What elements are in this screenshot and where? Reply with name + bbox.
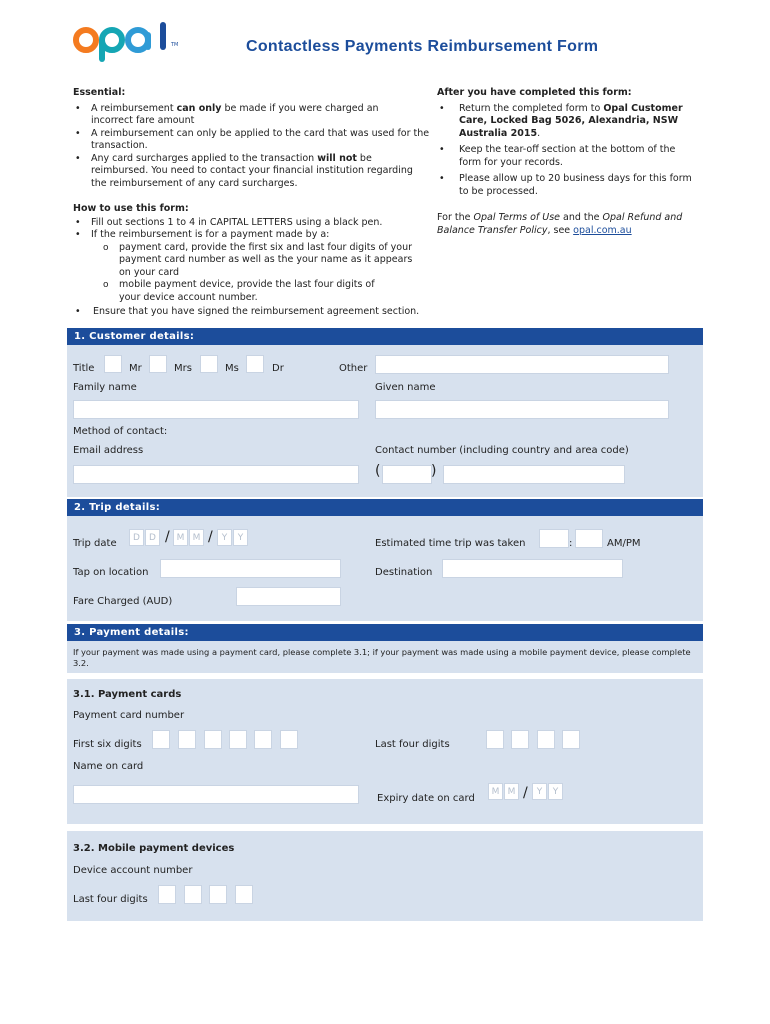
title-label: Title [73,363,95,374]
name-on-card-label: Name on card [73,761,144,772]
first-six-digit-1[interactable] [152,730,170,749]
date-slash-1: / [165,529,170,545]
device-digit-4[interactable] [235,885,253,904]
list-item: o payment card, provide the first six and last four digits of your payment card number as well as the your name as it appears on your card [101,242,418,280]
given-name-label: Given name [375,382,436,393]
list-item: • Any card surcharges applied to the transaction will not be reimbursed. You need to contact your financial institution regarding the reimbursement of any card surcharges. [73,153,433,191]
given-name-field[interactable] [375,400,669,419]
last-four-digit-4[interactable] [562,730,580,749]
opal-logo-graphic [72,22,187,66]
last-four-label: Last four digits [375,739,450,750]
first-six-digit-4[interactable] [229,730,247,749]
first-six-digit-3[interactable] [204,730,222,749]
list-item: • Fill out sections 1 to 4 in CAPITAL LETTERS using a black pen. [73,217,458,230]
am-pm-label: AM/PM [607,538,641,549]
after-block [437,87,695,237]
expiry-year1[interactable]: Y [532,783,547,800]
section2-panel [67,516,703,621]
section3-header: 3. Payment details: [67,624,703,641]
tap-on-location-label: Tap on location [73,567,149,578]
fare-charged-field[interactable] [236,587,341,606]
payment-card-number-label: Payment card number [73,710,185,721]
list-item: o mobile payment device, provide the last four digits of your device account number. [101,279,418,304]
section3-intro-text: If your payment was made using a payment card, please complete 3.1; if your payment was made using a mobile payment device, please complete 3.2. [73,647,691,668]
title-mrs-checkbox[interactable] [149,355,167,373]
last-four-digit-3[interactable] [537,730,555,749]
section32-heading: 3.2. Mobile payment devices [73,843,235,854]
trip-time-minute-field[interactable] [575,529,603,548]
trip-date-day2[interactable]: D [145,529,160,546]
paren-close: ) [431,463,437,479]
page-title: Contactless Payments Reimbursement Form [246,38,599,55]
trip-date-year2[interactable]: Y [233,529,248,546]
section1-header: 1. Customer details: [67,328,703,345]
other-label: Other [339,363,368,374]
family-name-label: Family name [73,382,137,393]
device-account-number-label: Device account number [73,865,193,876]
other-title-field[interactable] [375,355,669,374]
essential-block [73,87,433,190]
fare-charged-label: Fare Charged (AUD) [73,596,173,607]
first-six-digit-5[interactable] [254,730,272,749]
email-field[interactable] [73,465,359,484]
trip-time-hour-field[interactable] [539,529,569,548]
last-four-digit-2[interactable] [511,730,529,749]
opal-logo [72,22,187,66]
after-heading: After you have completed this form: [437,87,632,98]
title-dr-checkbox[interactable] [246,355,264,373]
trip-date-year1[interactable]: Y [217,529,232,546]
destination-field[interactable] [442,559,623,578]
tap-on-location-field[interactable] [160,559,341,578]
trip-date-label: Trip date [73,538,117,549]
expiry-month1[interactable]: M [488,783,503,800]
last-four-digit-1[interactable] [486,730,504,749]
howto-heading: How to use this form: [73,203,189,214]
list-item: • A reimbursement can only be applied to the card that was used for the transaction. [73,128,433,153]
essential-list [73,103,433,191]
device-digit-3[interactable] [209,885,227,904]
expiry-year2[interactable]: Y [548,783,563,800]
title-dr-label: Dr [272,363,284,374]
device-digit-1[interactable] [158,885,176,904]
list-item: • Please allow up to 20 business days for this form to be processed. [437,173,695,198]
contact-number-label: Contact number (including country and area code) [375,445,629,456]
list-item: • Ensure that you have signed the reimbursement agreement section. [73,306,458,319]
first-six-digit-2[interactable] [178,730,196,749]
howto-list [73,217,458,242]
family-name-field[interactable] [73,400,359,419]
section1-panel [67,345,703,497]
howto-sub-list [73,242,458,305]
title-ms-checkbox[interactable] [200,355,218,373]
terms-text: For the Opal Terms of Use and the Opal Refund and Balance Transfer Policy, see opal.com.au [437,212,683,236]
trip-date-day1[interactable]: D [129,529,144,546]
list-item: • Keep the tear-off section at the bottom of the form for your records. [437,144,695,169]
name-on-card-field[interactable] [73,785,359,804]
howto-list-end [73,306,458,319]
device-digit-2[interactable] [184,885,202,904]
destination-label: Destination [375,567,433,578]
first-six-label: First six digits [73,739,142,750]
section31-panel [67,679,703,824]
title-mr-checkbox[interactable] [104,355,122,373]
method-of-contact-label: Method of contact: [73,426,168,437]
date-slash-2: / [208,529,213,545]
trip-date-month1[interactable]: M [173,529,188,546]
essential-heading: Essential: [73,87,126,98]
title-mrs-label: Mrs [174,363,192,374]
opal-website-link[interactable]: opal.com.au [573,224,632,236]
expiry-date-label: Expiry date on card [377,793,475,804]
after-list [437,103,695,199]
first-six-digit-6[interactable] [280,730,298,749]
section3-intro-panel [67,641,703,673]
trip-date-month2[interactable]: M [189,529,204,546]
title-mr-label: Mr [129,363,142,374]
howto-block [73,203,458,319]
expiry-month2[interactable]: M [504,783,519,800]
area-code-field[interactable] [382,465,432,484]
paren-open: ( [375,463,381,479]
list-item: • If the reimbursement is for a payment made by a: [73,229,458,242]
estimated-time-label: Estimated time trip was taken [375,538,526,549]
section2-header: 2. Trip details: [67,499,703,516]
time-colon: : [569,538,573,549]
email-label: Email address [73,445,144,456]
title-ms-label: Ms [225,363,239,374]
section31-heading: 3.1. Payment cards [73,689,182,700]
contact-number-field[interactable] [443,465,625,484]
section32-panel [67,831,703,921]
list-item: • Return the completed form to Opal Customer Care, Locked Bag 5026, Alexandria, NSW Australia 2015. [437,103,695,141]
expiry-slash: / [523,785,528,801]
list-item: • A reimbursement can only be made if you were charged an incorrect fare amount [73,103,433,128]
device-last-four-label: Last four digits [73,894,148,905]
logo-tm: TM [171,42,179,48]
